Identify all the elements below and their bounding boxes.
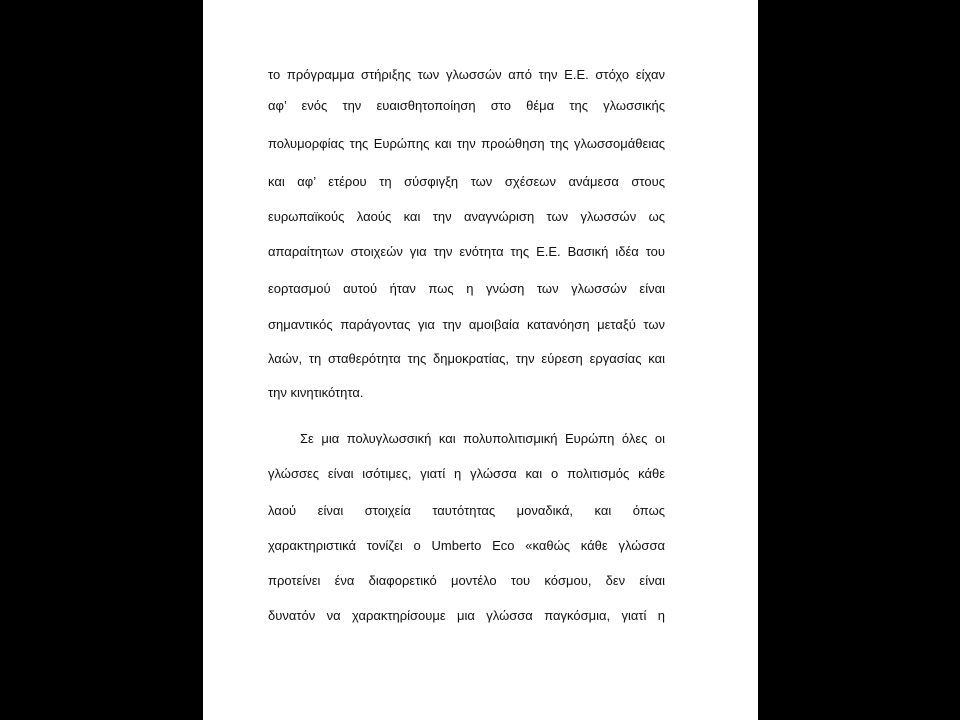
text-line: εορτασμού αυτού ήταν πως η γνώση των γλωσσών είναι — [268, 281, 665, 296]
text-line: γλώσσες είναι ισότιμες, γιατί η γλώσσα και ο πολιτισμός κάθε — [268, 466, 665, 481]
text-line: ευρωπαϊκούς λαούς και την αναγνώριση των γλωσσών ως — [268, 209, 665, 224]
text-line: πολυμορφίας της Ευρώπης και την προώθηση της γλωσσομάθειας — [268, 136, 665, 151]
text-line: χαρακτηριστικά τονίζει ο Umberto Eco «καθώς κάθε γλώσσα — [268, 538, 665, 553]
text-line: αφ’ ενός την ευαισθητοποίηση στο θέμα της γλωσσικής — [268, 98, 665, 113]
text-line: και αφ’ ετέρου τη σύσφιγξη των σχέσεων ανάμεσα στους — [268, 174, 665, 189]
text-line: απαραίτητων στοιχεών για την ενότητα της Ε.Ε. Βασική ιδέα του — [268, 244, 665, 259]
text-line: λαού είναι στοιχεία ταυτότητας μοναδικά, και όπως — [268, 503, 665, 518]
text-line: προτείνει ένα διαφορετικό μοντέλο του κόσμου, δεν είναι — [268, 573, 665, 588]
text-line: λαών, τη σταθερότητα της δημοκρατίας, την εύρεση εργασίας και — [268, 351, 665, 366]
text-line: δυνατόν να χαρακτηρίσουμε μια γλώσσα παγκόσμια, γιατί η — [268, 608, 665, 623]
document-page — [203, 0, 758, 720]
text-line: Σε μια πολυγλωσσική και πολυπολιτισμική Ευρώπη όλες οι — [300, 431, 665, 446]
text-line: την κινητικότητα. — [268, 385, 364, 400]
text-line: το πρόγραμμα στήριξης των γλωσσών από την Ε.Ε. στόχο είχαν — [268, 67, 665, 82]
text-line: σημαντικός παράγοντας για την αμοιβαία κατανόηση μεταξύ των — [268, 317, 665, 332]
